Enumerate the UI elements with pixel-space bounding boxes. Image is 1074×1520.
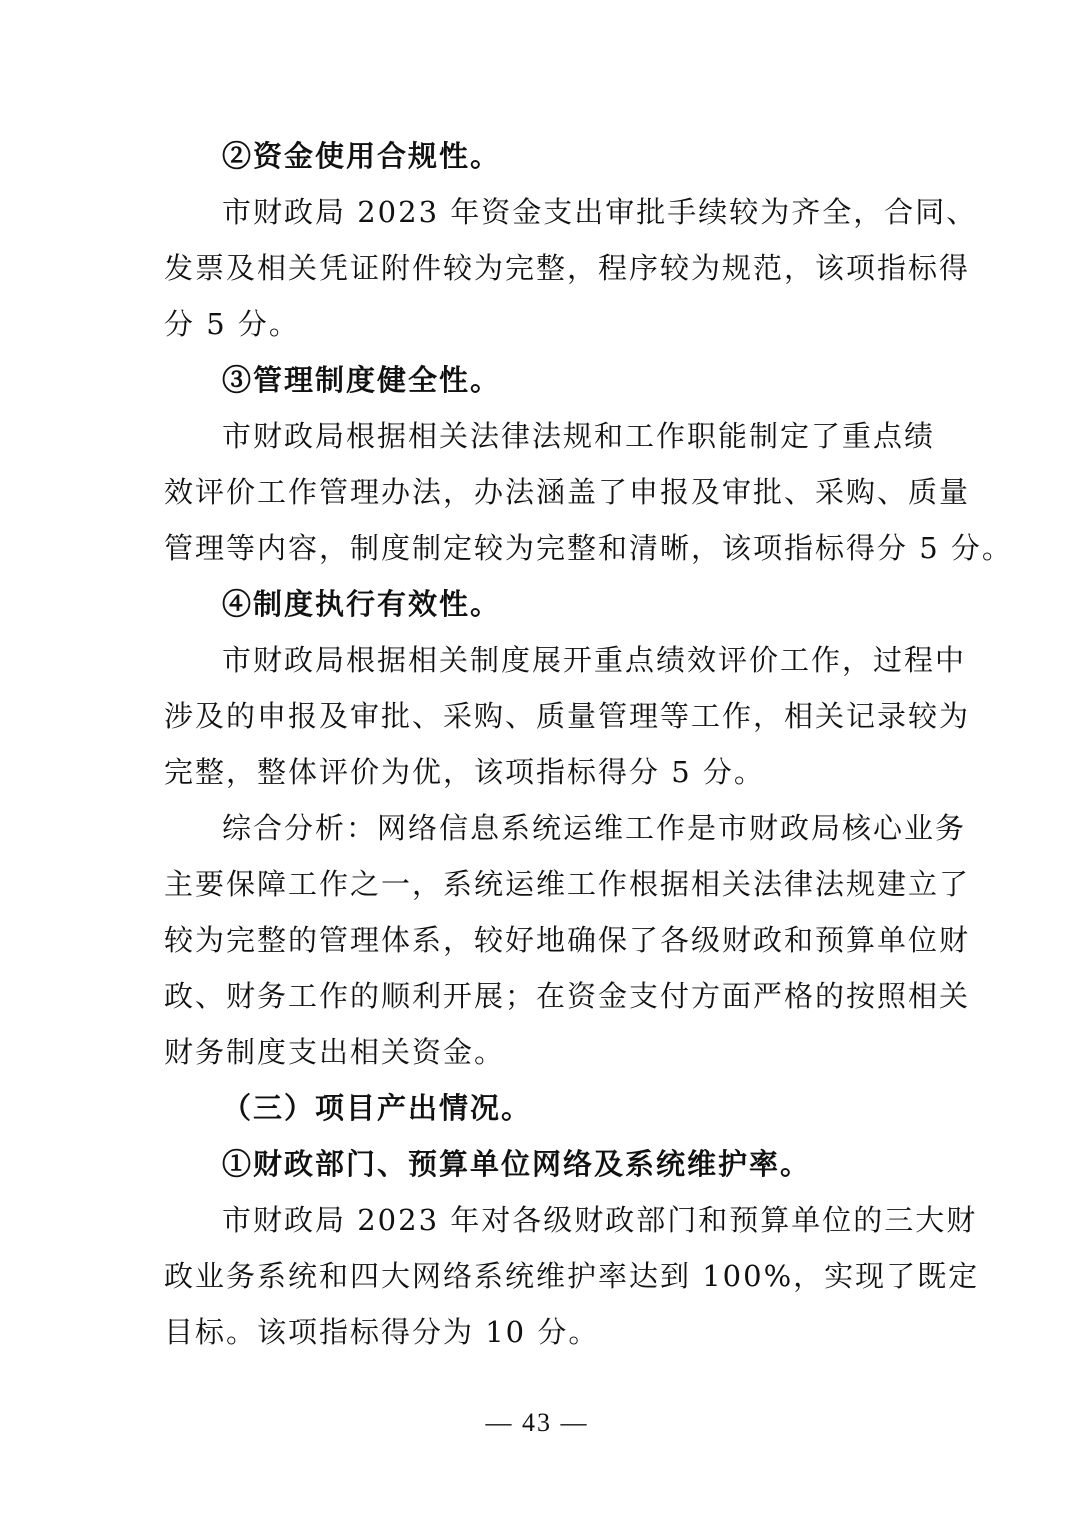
paragraph-line: 涉及的申报及审批、采购、质量管理等工作，相关记录较为 [164, 699, 971, 733]
page-number: — 43 — [485, 1408, 589, 1437]
paragraph-line: 发票及相关凭证附件较为完整，程序较为规范，该项指标得 [164, 251, 971, 285]
paragraph-line: 市财政局根据相关制度展开重点绩效评价工作，过程中 [222, 643, 967, 677]
paragraph-line: 市财政局 2023 年资金支出审批手续较为齐全，合同、 [222, 195, 978, 229]
paragraph-line: 市财政局根据相关法律法规和工作职能制定了重点绩 [222, 419, 936, 453]
section-heading: ④制度执行有效性。 [222, 587, 502, 621]
paragraph-line: 完整，整体评价为优，该项指标得分 5 分。 [164, 755, 765, 789]
paragraph-line: 效评价工作管理办法，办法涵盖了申报及审批、采购、质量 [164, 475, 971, 509]
paragraph-line: 财务制度支出相关资金。 [164, 1035, 506, 1069]
paragraph-line: 较为完整的管理体系，较好地确保了各级财政和预算单位财 [164, 923, 971, 957]
section-heading: ①财政部门、预算单位网络及系统维护率。 [222, 1147, 812, 1181]
paragraph-line: 市财政局 2023 年对各级财政部门和预算单位的三大财 [222, 1203, 978, 1237]
paragraph-line: 政、财务工作的顺利开展；在资金支付方面严格的按照相关 [164, 979, 971, 1013]
section-heading: （三）项目产出情况。 [222, 1091, 533, 1125]
document-body [164, 128, 1013, 1360]
section-heading: ②资金使用合规性。 [222, 139, 502, 173]
paragraph-line: 政业务系统和四大网络系统维护率达到 100%，实现了既定 [164, 1259, 980, 1293]
paragraph-line: 综合分析：网络信息系统运维工作是市财政局核心业务 [222, 811, 967, 845]
paragraph-line: 主要保障工作之一，系统运维工作根据相关法律法规建立了 [164, 867, 971, 901]
section-heading: ③管理制度健全性。 [222, 363, 502, 397]
paragraph-line: 目标。该项指标得分为 10 分。 [164, 1315, 600, 1349]
paragraph-line: 管理等内容，制度制定较为完整和清晰，该项指标得分 5 分。 [164, 531, 1013, 565]
paragraph-line: 分 5 分。 [164, 307, 300, 341]
